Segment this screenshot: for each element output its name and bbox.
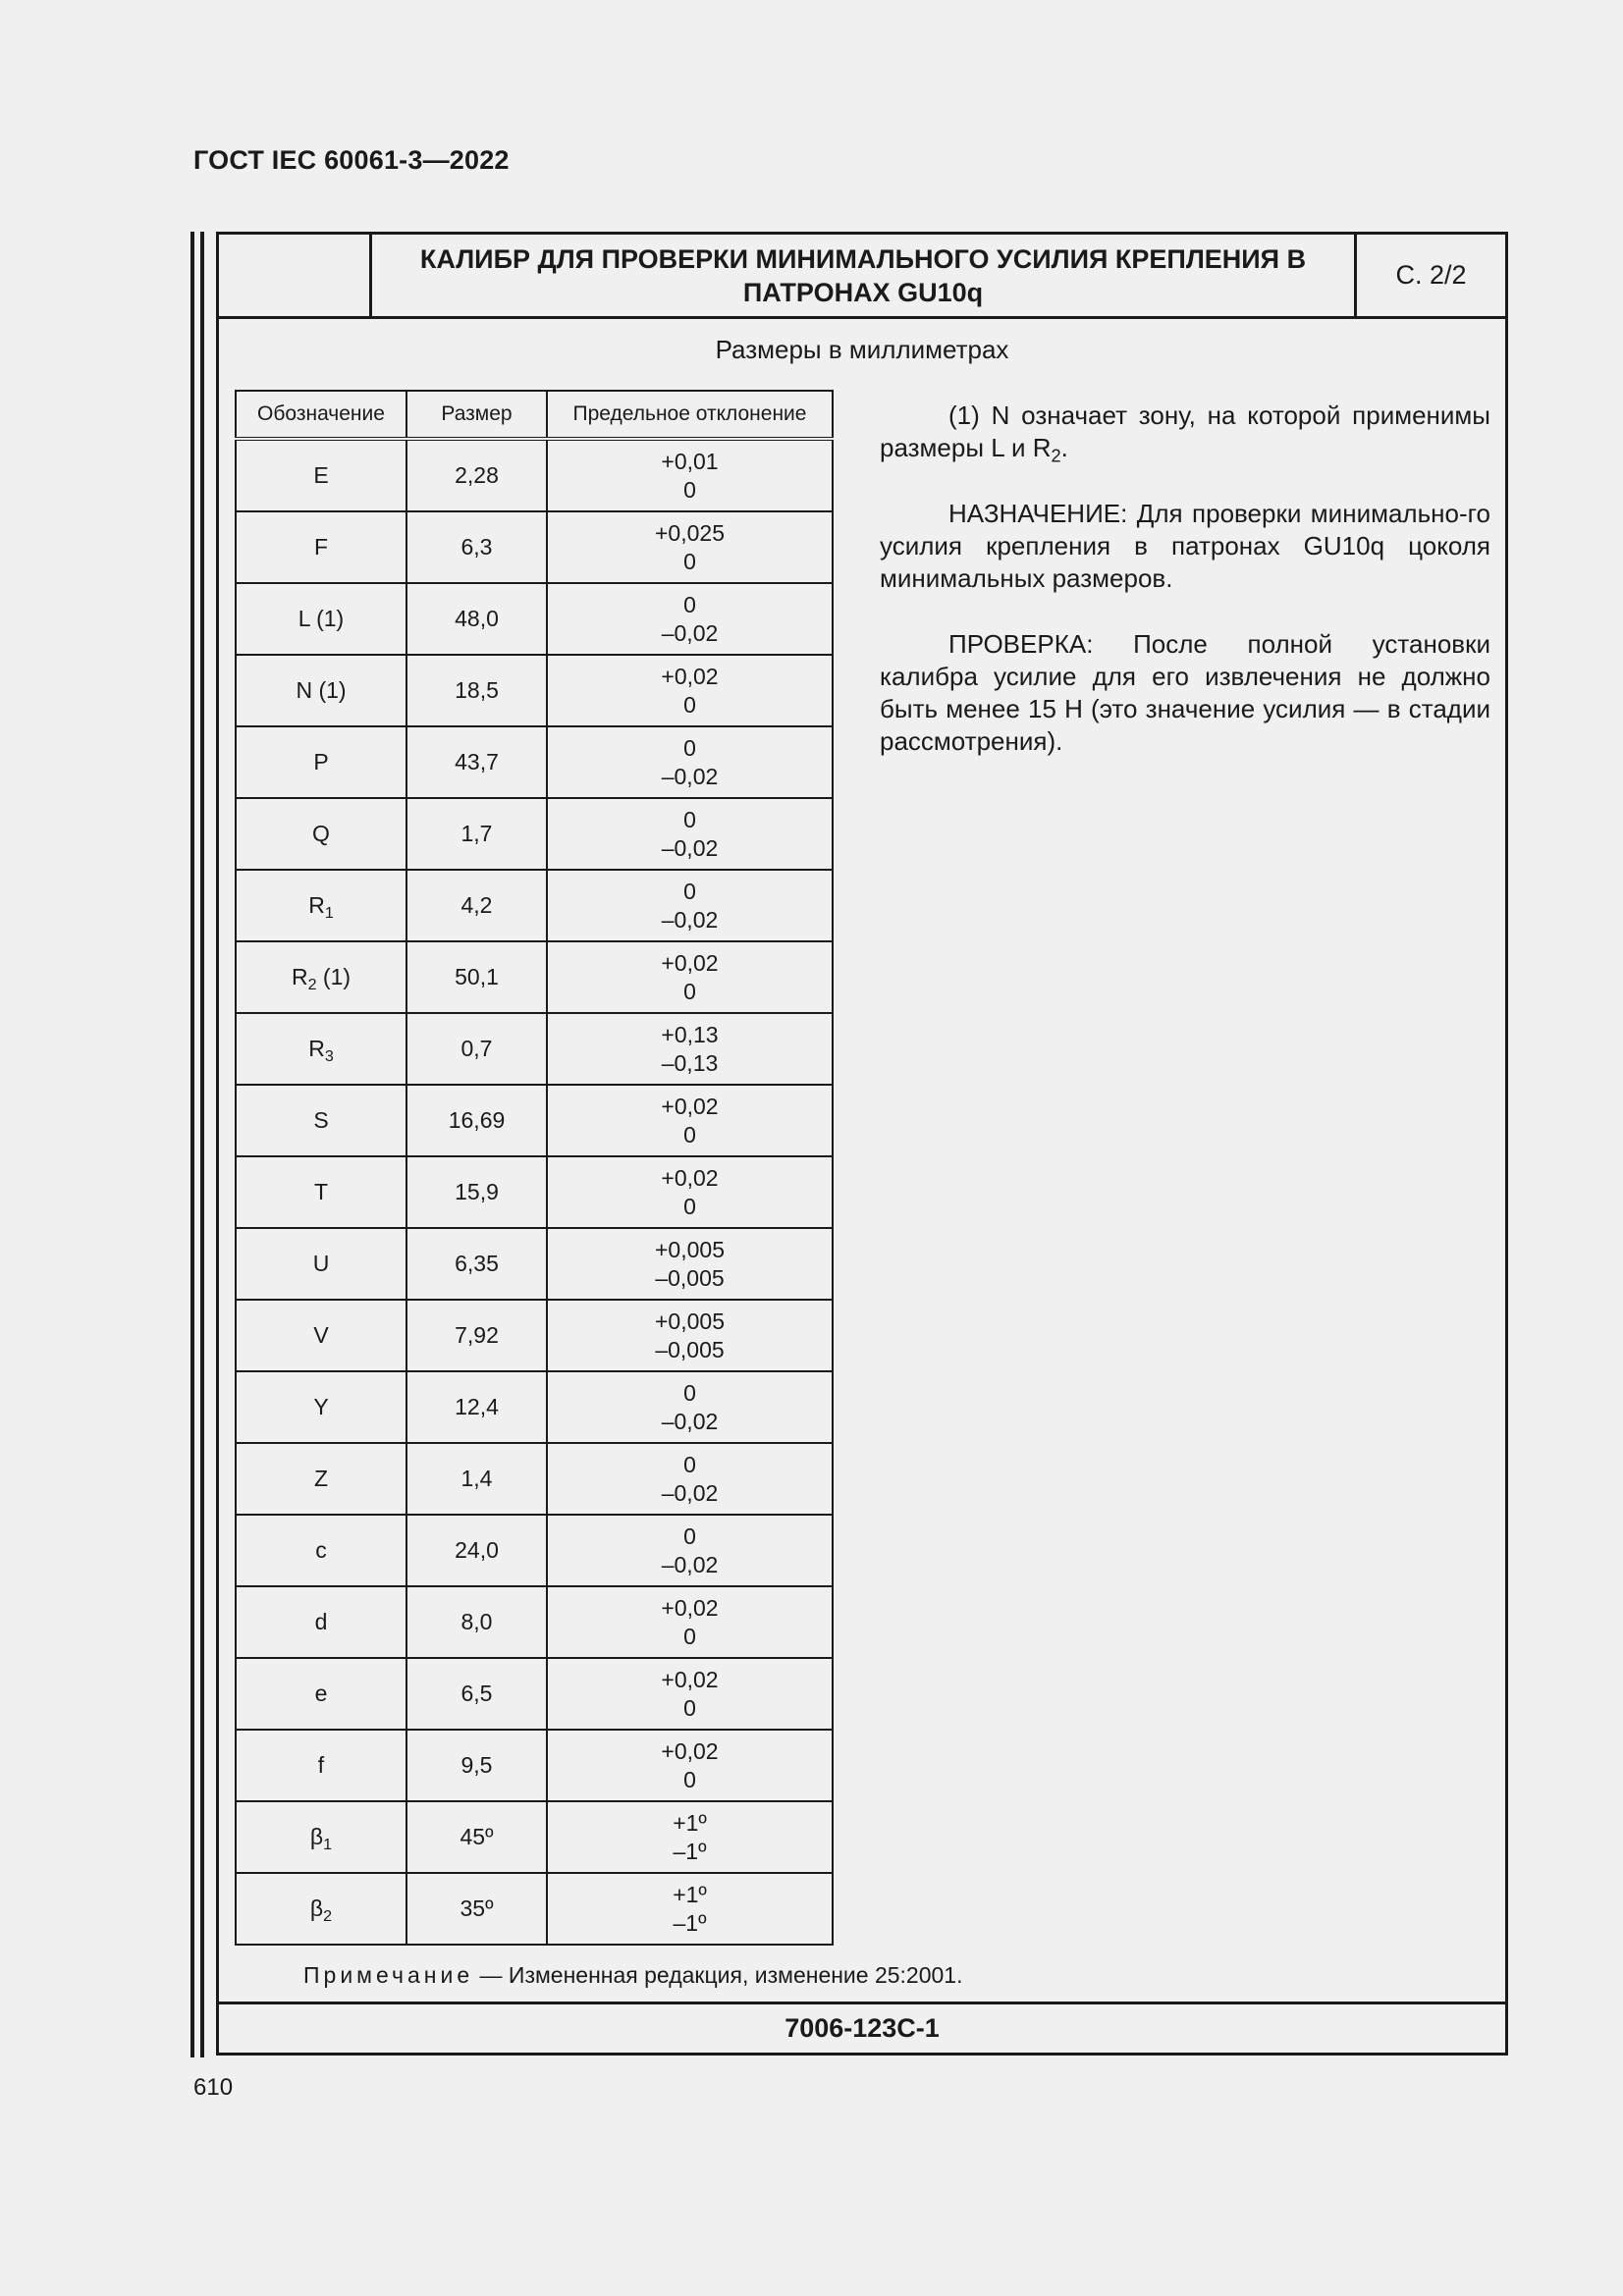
binding-line <box>200 232 204 2057</box>
cell-size: 35º <box>406 1873 547 1945</box>
cell-size: 2,28 <box>406 439 547 511</box>
designation-symbol: P <box>313 749 329 774</box>
designation-symbol: f <box>317 1752 325 1778</box>
table-row <box>236 1300 833 1371</box>
deviation-upper: +0,02 <box>661 1666 719 1692</box>
cell-designation <box>236 941 406 1013</box>
table-body <box>236 439 833 1945</box>
deviation-lower: –0,005 <box>655 1336 725 1362</box>
deviation-lower: –0,02 <box>661 619 719 646</box>
table-row <box>236 439 833 511</box>
designation-symbol: U <box>312 1251 330 1276</box>
designation-symbol: R <box>308 892 325 918</box>
cell-size: 48,0 <box>406 583 547 655</box>
table-row <box>236 1013 833 1085</box>
cell-size: 9,5 <box>406 1730 547 1801</box>
sheet-title: КАЛИБР ДЛЯ ПРОВЕРКИ МИНИМАЛЬНОГО УСИЛИЯ КРЕПЛЕНИЯ В ПАТРОНАХ GU10q <box>419 243 1307 307</box>
designation-symbol: Q <box>312 821 330 846</box>
cell-deviation <box>547 798 833 870</box>
cell-size: 6,5 <box>406 1658 547 1730</box>
designation-symbol: L (1) <box>298 606 345 631</box>
cell-designation <box>236 1085 406 1156</box>
designation-symbol: Z <box>313 1466 329 1491</box>
deviation-lower: –0,02 <box>661 1479 719 1506</box>
cell-designation <box>236 1013 406 1085</box>
sheet-frame <box>216 232 1508 2056</box>
designation-symbol: N (1) <box>296 677 347 703</box>
table-row <box>236 583 833 655</box>
cell-designation <box>236 1371 406 1443</box>
cell-deviation <box>547 941 833 1013</box>
deviation-lower: –0,02 <box>661 1551 719 1577</box>
table-row <box>236 1443 833 1515</box>
designation-symbol: e <box>314 1681 328 1706</box>
deviation-upper: 0 <box>683 591 696 617</box>
deviation-upper: +0,02 <box>661 1594 719 1621</box>
cell-designation <box>236 1300 406 1371</box>
deviation-upper: +0,005 <box>655 1308 725 1334</box>
cell-size: 24,0 <box>406 1515 547 1586</box>
binding-line <box>190 232 194 2057</box>
deviation-lower: 0 <box>683 548 696 574</box>
designation-symbol: T <box>313 1179 329 1204</box>
deviation-upper: +0,02 <box>661 1093 719 1119</box>
sheet-page: С. 2/2 <box>1354 235 1505 316</box>
table-row <box>236 1371 833 1443</box>
deviation-lower: 0 <box>683 1193 696 1219</box>
cell-deviation <box>547 1443 833 1515</box>
table-row <box>236 1085 833 1156</box>
cell-size: 16,69 <box>406 1085 547 1156</box>
deviation-upper: 0 <box>683 878 696 904</box>
title-row <box>219 235 1505 319</box>
cell-deviation <box>547 1300 833 1371</box>
designation-subscript: 3 <box>324 1046 334 1065</box>
cell-deviation <box>547 1085 833 1156</box>
cell-deviation <box>547 1013 833 1085</box>
cell-designation <box>236 1156 406 1228</box>
deviation-lower: 0 <box>683 691 696 718</box>
cell-deviation <box>547 439 833 511</box>
dimensions-table <box>235 390 834 1946</box>
cell-deviation <box>547 726 833 798</box>
deviation-upper: +0,025 <box>655 519 725 546</box>
cell-deviation <box>547 655 833 726</box>
designation-symbol: β <box>309 1896 324 1921</box>
note-zone-end: . <box>1060 433 1068 462</box>
deviation-lower: –1º <box>673 1909 707 1936</box>
table-row <box>236 1515 833 1586</box>
cell-designation <box>236 726 406 798</box>
deviation-upper: +1º <box>673 1881 707 1907</box>
deviation-upper: 0 <box>683 806 696 832</box>
deviation-lower: –1º <box>673 1838 707 1864</box>
note-zone-sub: 2 <box>1051 446 1061 466</box>
note-zone <box>880 400 1490 464</box>
table-row <box>236 1873 833 1945</box>
cell-deviation <box>547 1371 833 1443</box>
col-header-size: Размер <box>406 391 547 439</box>
designation-symbol: F <box>313 534 329 560</box>
deviation-lower: 0 <box>683 1694 696 1721</box>
page-number: 610 <box>193 2074 234 2101</box>
cell-designation <box>236 439 406 511</box>
designation-symbol: V <box>313 1322 329 1348</box>
designation-symbol: S <box>313 1107 329 1133</box>
designation-symbol: R <box>291 964 308 989</box>
cell-deviation <box>547 1515 833 1586</box>
units-caption: Размеры в миллиметрах <box>715 335 1009 364</box>
cell-deviation <box>547 1658 833 1730</box>
deviation-lower: –0,02 <box>661 906 719 933</box>
footnote-label: Примечание <box>303 1962 474 1988</box>
deviation-lower: –0,02 <box>661 1408 719 1434</box>
table-row <box>236 798 833 870</box>
cell-size: 8,0 <box>406 1586 547 1658</box>
cell-deviation <box>547 1228 833 1300</box>
table-row <box>236 1228 833 1300</box>
designation-symbol: β <box>309 1824 324 1849</box>
designation-subscript: 1 <box>323 1835 333 1853</box>
deviation-lower: –0,005 <box>655 1264 725 1291</box>
deviation-upper: +0,02 <box>661 663 719 689</box>
table-row <box>236 511 833 583</box>
cell-size: 50,1 <box>406 941 547 1013</box>
cell-designation <box>236 1873 406 1945</box>
deviation-upper: +0,02 <box>661 949 719 976</box>
cell-designation <box>236 1730 406 1801</box>
deviation-lower: 0 <box>683 1766 696 1792</box>
designation-symbol: E <box>313 462 329 488</box>
cell-deviation <box>547 583 833 655</box>
note-check: ПРОВЕРКА: После полной установки калибра усилие для его извлечения не должно быть менее 15 Н (это значение усилия — в стадии рассмотрения). <box>880 629 1490 756</box>
cell-size: 45º <box>406 1801 547 1873</box>
table-header-row <box>236 391 833 439</box>
cell-designation <box>236 1658 406 1730</box>
cell-size: 6,35 <box>406 1228 547 1300</box>
designation-symbol: c <box>315 1537 327 1563</box>
designation-subscript: 1 <box>324 903 334 922</box>
designation-symbol: d <box>314 1609 328 1634</box>
cell-designation <box>236 1801 406 1873</box>
cell-designation <box>236 1443 406 1515</box>
designation-subscript: 2 <box>307 975 317 993</box>
cell-designation <box>236 1586 406 1658</box>
deviation-lower: –0,02 <box>661 834 719 861</box>
note-zone-text: (1) N означает зону, на которой применимы размеры L и R <box>880 400 1490 462</box>
cell-size: 1,7 <box>406 798 547 870</box>
col-header-designation: Обозначение <box>236 391 406 439</box>
cell-deviation <box>547 870 833 941</box>
deviation-lower: –0,13 <box>661 1049 719 1076</box>
table-row <box>236 1658 833 1730</box>
table-row <box>236 726 833 798</box>
table-row <box>236 1156 833 1228</box>
table-row <box>236 1801 833 1873</box>
deviation-upper: +0,13 <box>661 1021 719 1047</box>
sheet-code: 7006-123C-1 <box>219 2002 1505 2053</box>
deviation-upper: +0,01 <box>661 448 719 474</box>
deviation-upper: 0 <box>683 734 696 761</box>
cell-deviation <box>547 511 833 583</box>
designation-symbol: Y <box>313 1394 329 1419</box>
table-row <box>236 1730 833 1801</box>
table-row <box>236 1586 833 1658</box>
cell-designation <box>236 870 406 941</box>
table-row <box>236 941 833 1013</box>
cell-size: 6,3 <box>406 511 547 583</box>
designation-suffix: (1) <box>316 964 352 989</box>
footnote-text: — Измененная редакция, изменение 25:2001. <box>473 1962 963 1988</box>
deviation-upper: 0 <box>683 1451 696 1477</box>
cell-designation <box>236 1515 406 1586</box>
deviation-lower: 0 <box>683 1623 696 1649</box>
deviation-upper: +0,02 <box>661 1737 719 1764</box>
cell-designation <box>236 798 406 870</box>
deviation-upper: 0 <box>683 1379 696 1406</box>
deviation-lower: 0 <box>683 1121 696 1148</box>
footnote <box>303 1962 963 1989</box>
cell-size: 12,4 <box>406 1371 547 1443</box>
cell-size: 1,4 <box>406 1443 547 1515</box>
deviation-upper: +0,02 <box>661 1164 719 1191</box>
cell-deviation <box>547 1586 833 1658</box>
cell-size: 4,2 <box>406 870 547 941</box>
deviation-upper: 0 <box>683 1522 696 1549</box>
col-header-deviation: Предельное отклонение <box>547 391 833 439</box>
designation-symbol: R <box>308 1036 325 1061</box>
cell-size: 15,9 <box>406 1156 547 1228</box>
table-row <box>236 870 833 941</box>
cell-designation <box>236 583 406 655</box>
cell-deviation <box>547 1873 833 1945</box>
deviation-lower: 0 <box>683 476 696 503</box>
title-blank-cell <box>219 235 372 316</box>
cell-deviation <box>547 1730 833 1801</box>
cell-deviation <box>547 1156 833 1228</box>
note-purpose: НАЗНАЧЕНИЕ: Для проверки минимально-го усилия крепления в патронах GU10q цоколя минимальных размеров. <box>880 499 1490 593</box>
cell-size: 18,5 <box>406 655 547 726</box>
designation-subscript: 2 <box>323 1906 333 1925</box>
deviation-lower: –0,02 <box>661 763 719 789</box>
deviation-lower: 0 <box>683 978 696 1004</box>
document-header: ГОСТ IEC 60061-3—2022 <box>193 145 510 175</box>
cell-deviation <box>547 1801 833 1873</box>
cell-size: 7,92 <box>406 1300 547 1371</box>
notes-block <box>880 400 1490 791</box>
deviation-upper: +1º <box>673 1809 707 1836</box>
table-row <box>236 655 833 726</box>
cell-designation <box>236 511 406 583</box>
cell-designation <box>236 655 406 726</box>
cell-size: 43,7 <box>406 726 547 798</box>
cell-designation <box>236 1228 406 1300</box>
cell-size: 0,7 <box>406 1013 547 1085</box>
deviation-upper: +0,005 <box>655 1236 725 1262</box>
